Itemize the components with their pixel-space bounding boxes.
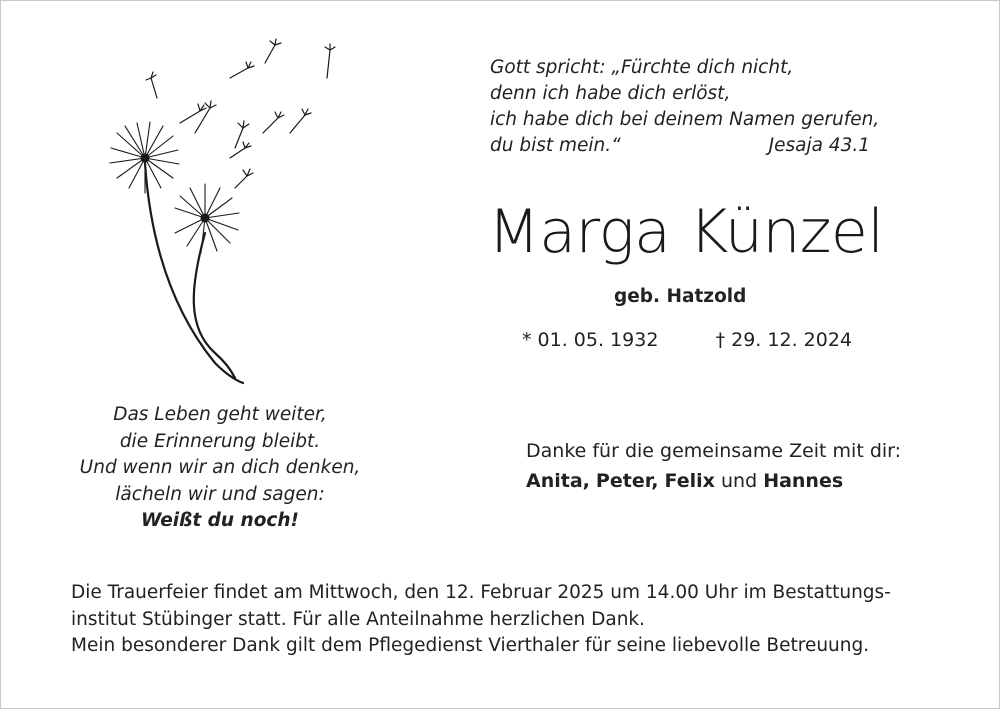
birth-date: * 01. 05. 1932: [522, 329, 659, 351]
poem-line: die Erinnerung bleibt.: [119, 430, 321, 452]
life-dates: [522, 329, 852, 351]
quote-reference: Jesaja 43.1: [768, 135, 870, 156]
ceremony-line: Die Trauerfeier findet am Mittwoch, den 12. Februar 2025 um 14.00 Uhr im Bestattungs-: [71, 582, 891, 603]
maiden-name: geb. Hatzold: [614, 286, 747, 307]
family-name: Peter,: [595, 470, 659, 492]
quote-line: du bist mein.“: [490, 135, 621, 156]
quote-line: Gott spricht: „Fürchte dich nicht,: [490, 57, 794, 78]
ceremony-line: institut Stübinger statt. Für alle Anteilnahme herzlichen Dank.: [71, 608, 646, 630]
names-connector: und: [720, 470, 758, 492]
deceased-name: Marga Künzel: [488, 197, 884, 267]
poem-line: Und wenn wir an dich denken,: [79, 457, 361, 478]
thanks-block: [526, 436, 901, 496]
family-name: Anita,: [526, 470, 590, 492]
bible-quote: [490, 55, 880, 159]
family-names: [526, 466, 901, 496]
poem-line: lächeln wir und sagen:: [115, 483, 325, 505]
quote-last-line: [490, 133, 870, 159]
death-date: † 29. 12. 2024: [715, 329, 852, 351]
dandelion-illustration: [95, 38, 345, 393]
ceremony-info: [71, 580, 951, 660]
family-name: Felix: [664, 470, 715, 492]
quote-line: ich habe dich bei deinem Namen gerufen,: [490, 109, 880, 130]
memorial-poem: [60, 402, 380, 535]
ceremony-line: Mein besonderer Dank gilt dem Pflegedienst Vierthaler für seine liebevolle Betreuung.: [71, 635, 870, 656]
quote-line: denn ich habe dich erlöst,: [490, 83, 731, 104]
poem-closing: Weißt du noch!: [140, 510, 299, 531]
thanks-intro: Danke für die gemeinsame Zeit mit dir:: [526, 440, 902, 462]
family-name: Hannes: [763, 470, 844, 492]
poem-line: Das Leben geht weiter,: [113, 404, 327, 425]
